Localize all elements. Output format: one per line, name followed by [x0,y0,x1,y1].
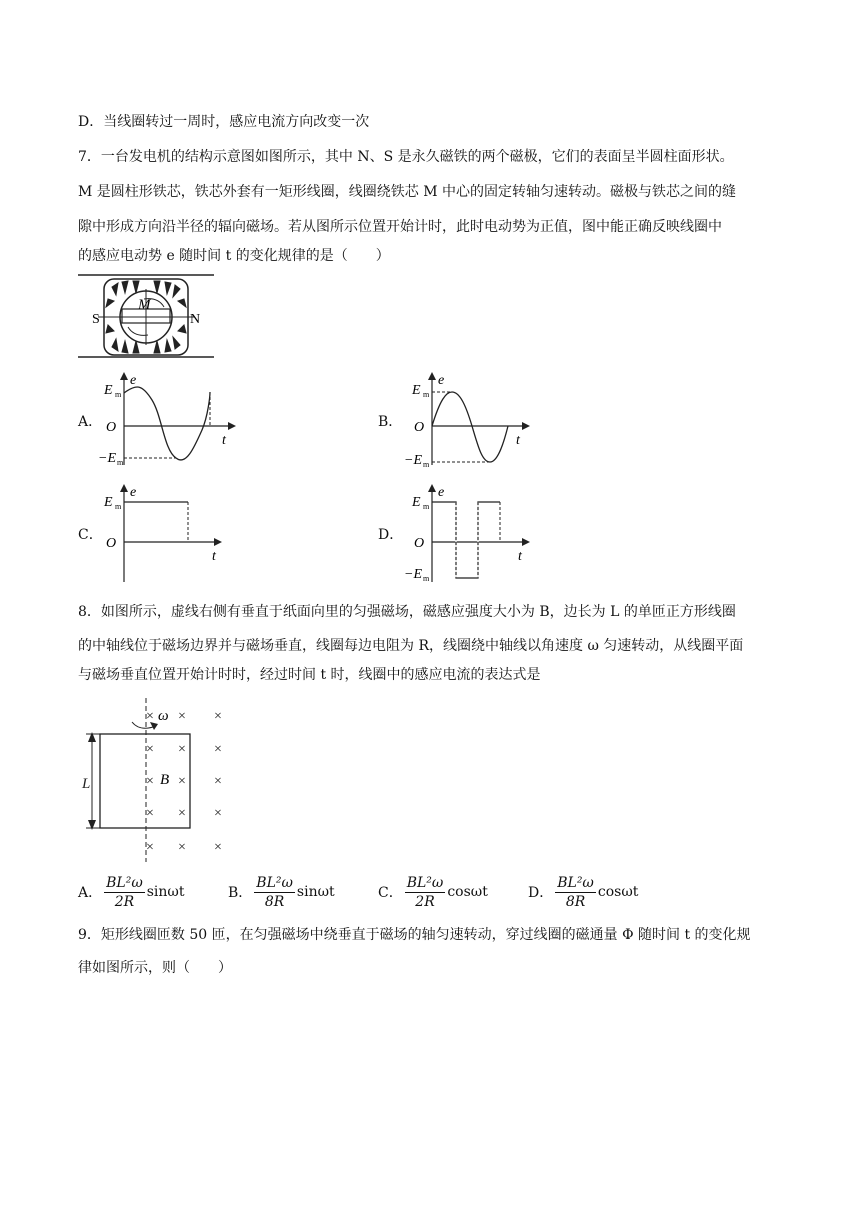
q8-option-d-label: D． [528,885,554,901]
q8-option-d [528,872,638,912]
field-b-label: B [160,772,170,788]
origin-label: O [414,420,425,435]
numerator: BL²ω [557,874,594,891]
q7-option-a-graph [100,370,240,470]
q7-stem-line-1: 7．一台发电机的结构示意图如图所示，其中 N、S 是永久磁铁的两个磁极，它们的表面呈半圆柱面形状。 [78,149,734,165]
q7-stem-line-4: 的感应电动势 e 随时间 t 的变化规律的是（ ） [78,248,390,264]
q8-option-c [378,872,488,912]
q8-option-d-function: cosωt [597,884,639,900]
q8-option-b-function: sinωt [296,884,335,900]
field-cross: × [214,709,222,724]
q9-stem-line-2: 律如图所示，则（ ） [78,960,232,976]
neg-em-label: −E [404,567,422,582]
origin-label: O [106,420,117,435]
em-subscript: m [423,390,430,399]
field-cross: × [178,840,186,855]
numerator: BL²ω [106,874,143,891]
em-subscript: m [423,502,430,511]
q7-option-c-label: C． [78,527,103,543]
field-cross: × [146,774,154,789]
neg-em-subscript: m [423,460,430,469]
em-subscript: m [115,502,122,511]
e-axis-label: e [130,373,137,388]
field-cross: × [214,806,222,821]
coil-magnetic-field-diagram [78,696,248,864]
em-label: E [104,383,113,398]
field-cross: × [178,806,186,821]
q6-option-d: D．当线圈转过一周时，感应电流方向改变一次 [78,114,370,130]
q7-option-a-label: A． [78,414,103,430]
em-label: E [412,383,421,398]
e-axis-label: e [438,373,445,388]
q7-option-b-graph [400,370,540,470]
em-label: E [104,495,113,510]
neg-em-subscript: m [423,574,430,583]
e-axis-label: e [130,485,137,500]
em-label: E [412,495,421,510]
denominator: 2R [114,893,135,910]
field-cross: × [178,774,186,789]
q8-option-c-label: C． [378,885,403,901]
omega-label: ω [158,708,169,724]
q7-option-c-graph [100,480,230,584]
q7-option-b-label: B． [378,414,403,430]
e-axis-label: e [438,485,445,500]
q8-stem-line-3: 与磁场垂直位置开始计时时，经过时间 t 时，线圈中的感应电流的表达式是 [78,667,541,683]
q8-option-c-fraction [405,874,446,911]
neg-em-subscript: m [117,458,124,467]
denominator: 8R [264,893,285,910]
denominator: 8R [565,893,586,910]
q7-option-d-label: D． [378,527,404,543]
q8-stem-line-2: 的中轴线位于磁场边界并与磁场垂直，线圈每边电阻为 R，线圈绕中轴线以角速度 ω 匀速转动，从线圈平面 [78,638,744,654]
field-cross: × [178,709,186,724]
neg-em-label: −E [404,453,422,468]
q8-option-c-function: cosωt [447,884,488,900]
q7-stem-line-2: M 是圆柱形铁芯，铁芯外套有一矩形线圈，线圈绕铁芯 M 中心的固定转轴匀速转动。磁极与铁芯之间的缝 [78,184,737,200]
em-subscript: m [115,390,122,399]
numerator: BL²ω [406,874,444,891]
q8-option-a [78,872,184,912]
field-cross: × [214,742,222,757]
q8-option-b [228,872,335,912]
field-cross: × [214,840,222,855]
field-cross: × [178,742,186,757]
field-cross: × [146,806,154,821]
q8-option-a-fraction [104,874,145,911]
q8-option-b-fraction [254,874,295,911]
field-cross: × [146,709,154,724]
q7-option-d-graph [400,480,540,584]
field-cross: × [214,774,222,789]
q8-option-b-label: B． [228,885,253,901]
field-cross: × [146,742,154,757]
core-label-m: M [138,297,151,313]
generator-diagram [78,273,216,361]
pole-label-n: N [190,312,201,327]
denominator: 2R [415,893,435,910]
numerator: BL²ω [256,874,293,891]
t-axis-label: t [212,549,216,564]
t-axis-label: t [516,433,520,448]
q7-stem-line-3: 隙中形成方向沿半径的辐向磁场。若从图所示位置开始计时，此时电动势为正值，图中能正确反映线圈中 [78,219,722,235]
q8-option-a-label: A． [78,885,103,901]
q8-option-a-function: sinωt [146,884,185,900]
t-axis-label: t [518,549,522,564]
t-axis-label: t [222,433,226,448]
q8-stem-line-1: 8．如图所示，虚线右侧有垂直于纸面向里的匀强磁场，磁感应强度大小为 B，边长为 L 的单匝正方形线圈 [78,604,736,620]
neg-em-label: −E [98,451,116,466]
pole-label-s: S [92,312,100,327]
origin-label: O [414,536,425,551]
q9-stem-line-1: 9．矩形线圈匝数 50 匝，在匀强磁场中绕垂直于磁场的轴匀速转动，穿过线圈的磁通量 Φ 随时间 t 的变化规 [78,927,751,943]
length-l-label: L [82,776,91,792]
field-cross: × [146,840,154,855]
q8-option-d-fraction [555,874,596,911]
origin-label: O [106,536,117,551]
